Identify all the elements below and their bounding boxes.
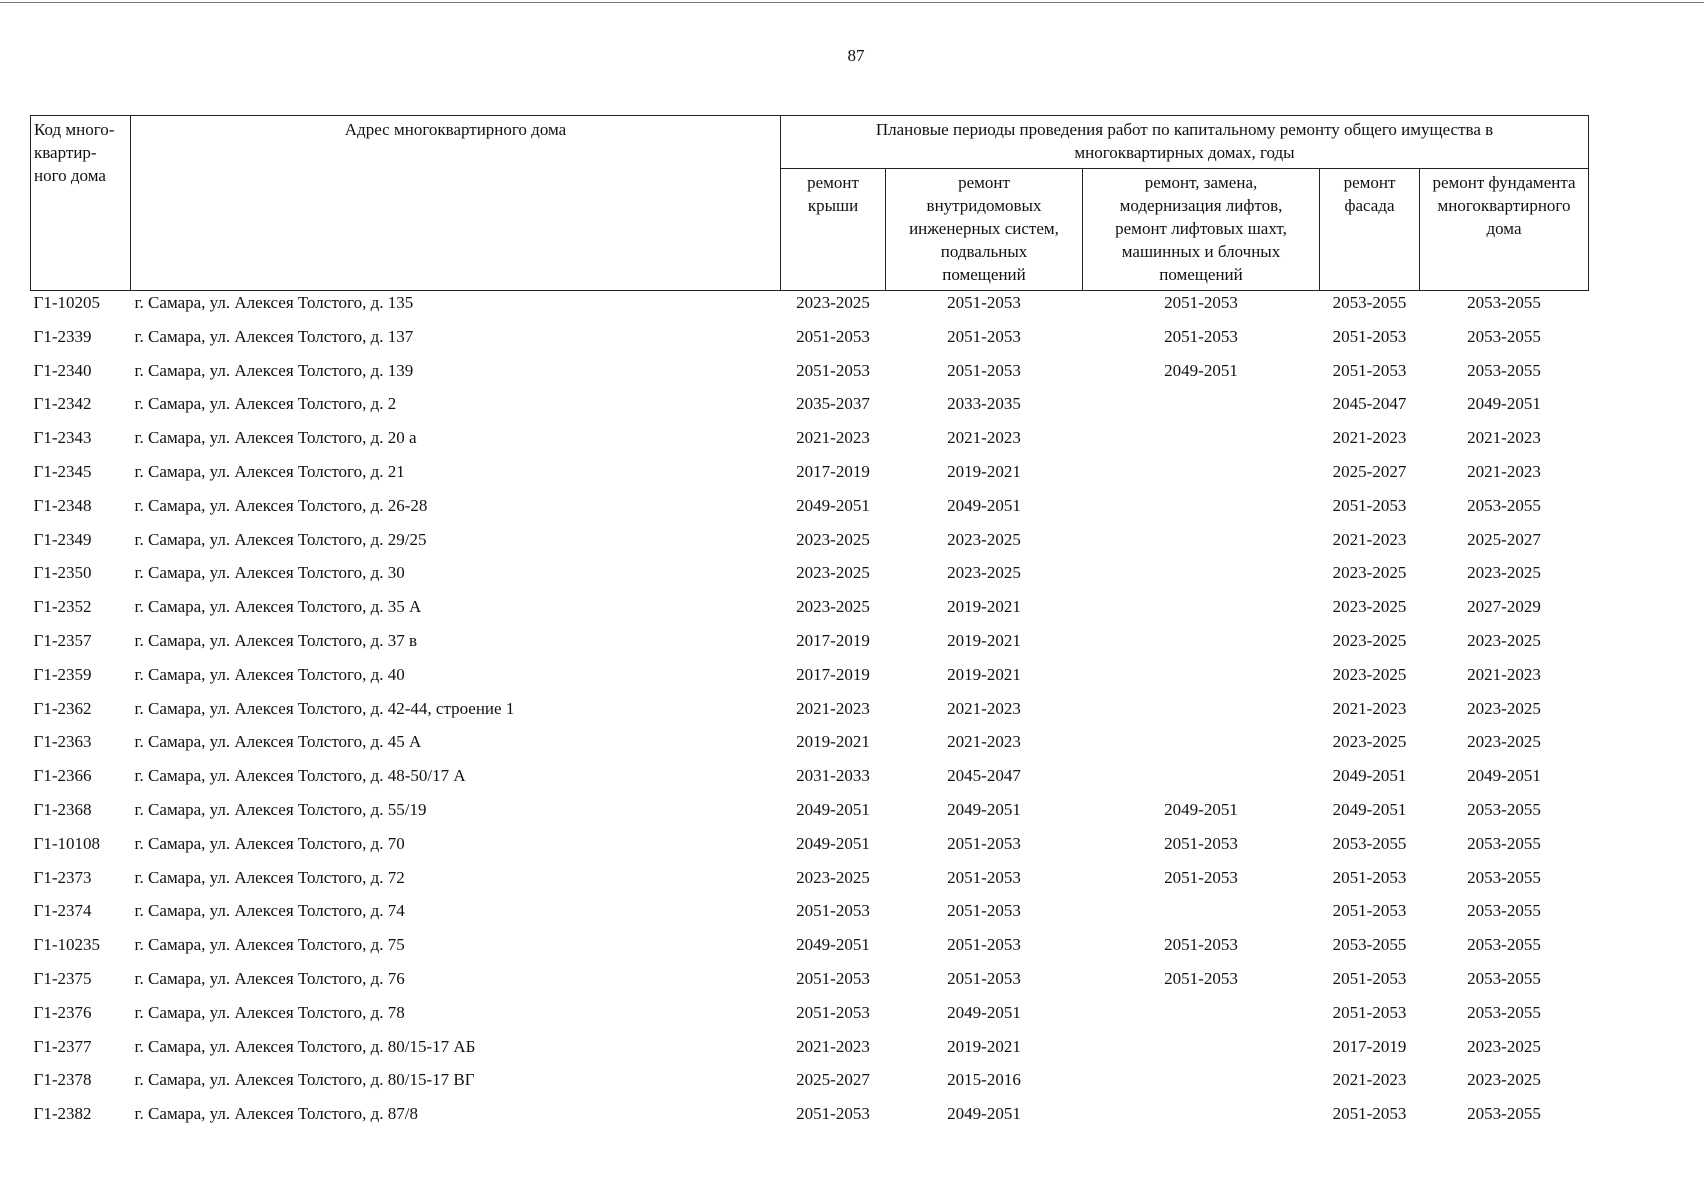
table-row — [31, 663, 1589, 697]
row-roof-period: 2017-2019 — [796, 630, 870, 650]
row-systems-period: 2021-2023 — [947, 428, 1021, 448]
header-periods-group: Плановые периоды проведения работ по капитальному ремонту общего имущества в многоквартирных домах, годы — [781, 116, 1589, 169]
row-foundation-period: 2021-2023 — [1467, 428, 1541, 448]
row-foundation-period: 2049-2051 — [1467, 394, 1541, 414]
row-address: г. Самара, ул. Алексея Толстого, д. 40 — [134, 664, 405, 684]
row-foundation-period: 2027-2029 — [1467, 597, 1541, 617]
row-systems-period: 2019-2021 — [947, 664, 1021, 684]
row-roof-period: 2023-2025 — [796, 293, 870, 312]
table-row — [31, 697, 1589, 731]
row-lifts-period — [1083, 561, 1320, 595]
row-address: г. Самара, ул. Алексея Толстого, д. 70 — [134, 833, 405, 853]
table-row — [31, 764, 1589, 798]
table-row — [31, 494, 1589, 528]
top-rule — [0, 2, 1704, 3]
row-roof-period: 2019-2021 — [796, 732, 870, 752]
table-row — [31, 798, 1589, 832]
row-lifts-period — [1083, 1001, 1320, 1035]
row-address: г. Самара, ул. Алексея Толстого, д. 37 в — [134, 630, 418, 650]
header-roof: ремонт крыши — [781, 169, 886, 291]
row-lifts-period — [1083, 697, 1320, 731]
row-lifts-period — [1083, 730, 1320, 764]
row-roof-period: 2023-2025 — [796, 867, 870, 887]
row-systems-period: 2051-2053 — [947, 360, 1021, 380]
row-roof-period: 2017-2019 — [796, 664, 870, 684]
row-roof-period: 2021-2023 — [796, 698, 870, 718]
row-facade-period: 2051-2053 — [1332, 360, 1407, 380]
row-facade-period: 2023-2025 — [1332, 664, 1407, 684]
row-address: г. Самара, ул. Алексея Толстого, д. 20 а — [134, 428, 417, 448]
row-address: г. Самара, ул. Алексея Толстого, д. 74 — [134, 901, 405, 921]
row-lifts-period: 2051-2053 — [1164, 293, 1238, 312]
row-code: Г1-2363 — [33, 732, 92, 752]
row-lifts-period — [1083, 426, 1320, 460]
row-foundation-period: 2023-2025 — [1467, 630, 1541, 650]
row-code: Г1-2352 — [33, 597, 92, 617]
row-lifts-period: 2051-2053 — [1164, 867, 1238, 887]
row-roof-period: 2049-2051 — [796, 935, 870, 955]
row-facade-period: 2051-2053 — [1332, 867, 1407, 887]
row-roof-period: 2049-2051 — [796, 833, 870, 853]
row-code: Г1-2382 — [33, 1104, 92, 1124]
row-systems-period: 2049-2051 — [947, 495, 1021, 515]
table-row — [31, 967, 1589, 1001]
row-facade-period: 2023-2025 — [1332, 563, 1407, 583]
row-foundation-period: 2053-2055 — [1467, 1002, 1541, 1022]
row-lifts-period: 2049-2051 — [1164, 360, 1238, 380]
row-systems-period: 2033-2035 — [947, 394, 1021, 414]
row-facade-period: 2045-2047 — [1332, 394, 1407, 414]
row-roof-period: 2051-2053 — [796, 326, 870, 346]
row-foundation-period: 2053-2055 — [1467, 833, 1541, 853]
table-row — [31, 561, 1589, 595]
row-roof-period: 2023-2025 — [796, 563, 870, 583]
row-lifts-period — [1083, 595, 1320, 629]
row-foundation-period: 2053-2055 — [1467, 867, 1541, 887]
row-foundation-period: 2053-2055 — [1467, 901, 1541, 921]
row-roof-period: 2051-2053 — [796, 1104, 870, 1124]
row-foundation-period: 2023-2025 — [1467, 732, 1541, 752]
header-facade: ремонт фасада — [1320, 169, 1420, 291]
row-code: Г1-10108 — [33, 833, 100, 853]
row-code: Г1-10235 — [33, 935, 100, 955]
row-systems-period: 2051-2053 — [947, 326, 1021, 346]
repair-schedule-table — [30, 115, 1589, 1136]
row-facade-period: 2053-2055 — [1332, 293, 1407, 312]
row-foundation-period: 2053-2055 — [1467, 799, 1541, 819]
row-foundation-period: 2053-2055 — [1467, 360, 1541, 380]
row-facade-period: 2051-2053 — [1332, 968, 1407, 988]
row-systems-period: 2045-2047 — [947, 766, 1021, 786]
row-lifts-period: 2051-2053 — [1164, 833, 1238, 853]
table-row — [31, 933, 1589, 967]
row-address: г. Самара, ул. Алексея Толстого, д. 139 — [134, 360, 414, 380]
row-address: г. Самара, ул. Алексея Толстого, д. 135 — [134, 293, 414, 312]
row-systems-period: 2051-2053 — [947, 867, 1021, 887]
row-systems-period: 2051-2053 — [947, 293, 1021, 312]
row-roof-period: 2051-2053 — [796, 968, 870, 988]
row-systems-period: 2015-2016 — [947, 1070, 1021, 1090]
header-foundation: ремонт фундамента многоквартирного дома — [1420, 169, 1589, 291]
row-address: г. Самара, ул. Алексея Толстого, д. 72 — [134, 867, 405, 887]
row-roof-period: 2023-2025 — [796, 597, 870, 617]
row-lifts-period — [1083, 629, 1320, 663]
header-lifts: ремонт, замена, модернизация лифтов, ремонт лифтовых шахт, машинных и блочных помещений — [1083, 169, 1320, 291]
table-body — [31, 291, 1589, 1136]
row-facade-period: 2025-2027 — [1332, 461, 1407, 481]
row-lifts-period — [1083, 1068, 1320, 1102]
row-facade-period: 2051-2053 — [1332, 495, 1407, 515]
row-facade-period: 2021-2023 — [1332, 698, 1407, 718]
row-facade-period: 2023-2025 — [1332, 630, 1407, 650]
table-row — [31, 460, 1589, 494]
row-address: г. Самара, ул. Алексея Толстого, д. 87/8 — [134, 1104, 418, 1124]
table-row — [31, 1102, 1589, 1136]
table-row — [31, 1001, 1589, 1035]
row-facade-period: 2053-2055 — [1332, 833, 1407, 853]
row-systems-period: 2023-2025 — [947, 529, 1021, 549]
row-address: г. Самара, ул. Алексея Толстого, д. 55/19 — [134, 799, 427, 819]
row-foundation-period: 2021-2023 — [1467, 664, 1541, 684]
row-address: г. Самара, ул. Алексея Толстого, д. 42-44, строение 1 — [134, 698, 515, 718]
row-code: Г1-2377 — [33, 1036, 92, 1056]
table-row — [31, 359, 1589, 393]
row-foundation-period: 2053-2055 — [1467, 495, 1541, 515]
row-systems-period: 2049-2051 — [947, 1104, 1021, 1124]
row-systems-period: 2019-2021 — [947, 597, 1021, 617]
row-lifts-period — [1083, 392, 1320, 426]
row-lifts-period — [1083, 663, 1320, 697]
row-facade-period: 2053-2055 — [1332, 935, 1407, 955]
row-address: г. Самара, ул. Алексея Толстого, д. 35 А — [134, 597, 422, 617]
row-code: Г1-2375 — [33, 968, 92, 988]
row-facade-period: 2051-2053 — [1332, 1002, 1407, 1022]
table-row — [31, 595, 1589, 629]
page-number: 87 — [847, 46, 865, 65]
row-address: г. Самара, ул. Алексея Толстого, д. 2 — [134, 394, 397, 414]
row-lifts-period: 2051-2053 — [1164, 968, 1238, 988]
row-foundation-period: 2053-2055 — [1467, 293, 1541, 312]
row-lifts-period — [1083, 1035, 1320, 1069]
row-lifts-period: 2051-2053 — [1164, 935, 1238, 955]
row-systems-period: 2051-2053 — [947, 968, 1021, 988]
table-row — [31, 866, 1589, 900]
row-code: Г1-2342 — [33, 394, 92, 414]
table-row — [31, 392, 1589, 426]
row-systems-period: 2019-2021 — [947, 630, 1021, 650]
row-roof-period: 2017-2019 — [796, 461, 870, 481]
row-facade-period: 2021-2023 — [1332, 428, 1407, 448]
row-lifts-period — [1083, 899, 1320, 933]
table-row — [31, 325, 1589, 359]
row-foundation-period: 2023-2025 — [1467, 1036, 1541, 1056]
row-facade-period: 2021-2023 — [1332, 529, 1407, 549]
row-address: г. Самара, ул. Алексея Толстого, д. 80/15-17 ВГ — [134, 1070, 475, 1090]
row-code: Г1-2373 — [33, 867, 92, 887]
row-facade-period: 2049-2051 — [1332, 799, 1407, 819]
header-code: Код много- квартир- ного дома — [31, 116, 131, 291]
row-systems-period: 2051-2053 — [947, 833, 1021, 853]
table-row — [31, 629, 1589, 663]
row-address: г. Самара, ул. Алексея Толстого, д. 78 — [134, 1002, 405, 1022]
row-address: г. Самара, ул. Алексея Толстого, д. 76 — [134, 968, 405, 988]
row-systems-period: 2051-2053 — [947, 935, 1021, 955]
row-foundation-period: 2025-2027 — [1467, 529, 1541, 549]
row-code: Г1-2362 — [33, 698, 92, 718]
row-foundation-period: 2053-2055 — [1467, 935, 1541, 955]
row-systems-period: 2051-2053 — [947, 901, 1021, 921]
row-systems-period: 2049-2051 — [947, 799, 1021, 819]
row-address: г. Самара, ул. Алексея Толстого, д. 48-50/17 А — [134, 766, 466, 786]
row-systems-period: 2021-2023 — [947, 732, 1021, 752]
row-facade-period: 2017-2019 — [1332, 1036, 1407, 1056]
table-row — [31, 291, 1589, 325]
row-code: Г1-2366 — [33, 766, 92, 786]
row-lifts-period — [1083, 494, 1320, 528]
row-lifts-period: 2051-2053 — [1164, 326, 1238, 346]
row-lifts-period — [1083, 1102, 1320, 1136]
row-roof-period: 2051-2053 — [796, 901, 870, 921]
row-foundation-period: 2021-2023 — [1467, 461, 1541, 481]
row-foundation-period: 2049-2051 — [1467, 766, 1541, 786]
row-facade-period: 2023-2025 — [1332, 597, 1407, 617]
row-code: Г1-2350 — [33, 563, 92, 583]
row-systems-period: 2019-2021 — [947, 1036, 1021, 1056]
row-foundation-period: 2023-2025 — [1467, 698, 1541, 718]
row-foundation-period: 2023-2025 — [1467, 563, 1541, 583]
table-row — [31, 426, 1589, 460]
row-facade-period: 2051-2053 — [1332, 326, 1407, 346]
row-address: г. Самара, ул. Алексея Толстого, д. 21 — [134, 461, 405, 481]
row-roof-period: 2021-2023 — [796, 428, 870, 448]
row-lifts-period — [1083, 528, 1320, 562]
row-roof-period: 2025-2027 — [796, 1070, 870, 1090]
row-roof-period: 2051-2053 — [796, 360, 870, 380]
row-address: г. Самара, ул. Алексея Толстого, д. 29/25 — [134, 529, 427, 549]
row-roof-period: 2031-2033 — [796, 766, 870, 786]
row-roof-period: 2049-2051 — [796, 495, 870, 515]
row-systems-period: 2021-2023 — [947, 698, 1021, 718]
header-systems: ремонт внутридомовых инженерных систем, подвальных помещений — [886, 169, 1083, 291]
row-foundation-period: 2053-2055 — [1467, 968, 1541, 988]
row-code: Г1-2348 — [33, 495, 92, 515]
row-code: Г1-2339 — [33, 326, 92, 346]
row-code: Г1-2368 — [33, 799, 92, 819]
row-foundation-period: 2053-2055 — [1467, 1104, 1541, 1124]
row-roof-period: 2049-2051 — [796, 799, 870, 819]
header-address: Адрес многоквартирного дома — [131, 116, 781, 291]
row-systems-period: 2023-2025 — [947, 563, 1021, 583]
row-code: Г1-2376 — [33, 1002, 92, 1022]
row-code: Г1-2349 — [33, 529, 92, 549]
row-foundation-period: 2053-2055 — [1467, 326, 1541, 346]
row-code: Г1-2345 — [33, 461, 92, 481]
row-foundation-period: 2023-2025 — [1467, 1070, 1541, 1090]
row-roof-period: 2023-2025 — [796, 529, 870, 549]
row-code: Г1-2340 — [33, 360, 92, 380]
row-lifts-period — [1083, 460, 1320, 494]
row-code: Г1-2357 — [33, 630, 92, 650]
row-systems-period: 2019-2021 — [947, 461, 1021, 481]
table-row — [31, 528, 1589, 562]
table-row — [31, 730, 1589, 764]
table-row — [31, 1068, 1589, 1102]
row-facade-period: 2023-2025 — [1332, 732, 1407, 752]
row-roof-period: 2051-2053 — [796, 1002, 870, 1022]
row-systems-period: 2049-2051 — [947, 1002, 1021, 1022]
row-address: г. Самара, ул. Алексея Толстого, д. 75 — [134, 935, 405, 955]
row-address: г. Самара, ул. Алексея Толстого, д. 80/15-17 АБ — [134, 1036, 476, 1056]
row-address: г. Самара, ул. Алексея Толстого, д. 26-28 — [134, 495, 428, 515]
row-code: Г1-2359 — [33, 664, 92, 684]
row-code: Г1-2378 — [33, 1070, 92, 1090]
row-code: Г1-10205 — [33, 293, 100, 312]
row-facade-period: 2021-2023 — [1332, 1070, 1407, 1090]
row-facade-period: 2051-2053 — [1332, 1104, 1407, 1124]
row-code: Г1-2374 — [33, 901, 92, 921]
row-facade-period: 2051-2053 — [1332, 901, 1407, 921]
row-code: Г1-2343 — [33, 428, 92, 448]
table-row — [31, 899, 1589, 933]
row-lifts-period — [1083, 764, 1320, 798]
row-address: г. Самара, ул. Алексея Толстого, д. 45 А — [134, 732, 422, 752]
row-roof-period: 2035-2037 — [796, 394, 870, 414]
table-row — [31, 1035, 1589, 1069]
row-lifts-period: 2049-2051 — [1164, 799, 1238, 819]
row-address: г. Самара, ул. Алексея Толстого, д. 30 — [134, 563, 405, 583]
row-address: г. Самара, ул. Алексея Толстого, д. 137 — [134, 326, 414, 346]
table-row — [31, 832, 1589, 866]
row-facade-period: 2049-2051 — [1332, 766, 1407, 786]
row-roof-period: 2021-2023 — [796, 1036, 870, 1056]
